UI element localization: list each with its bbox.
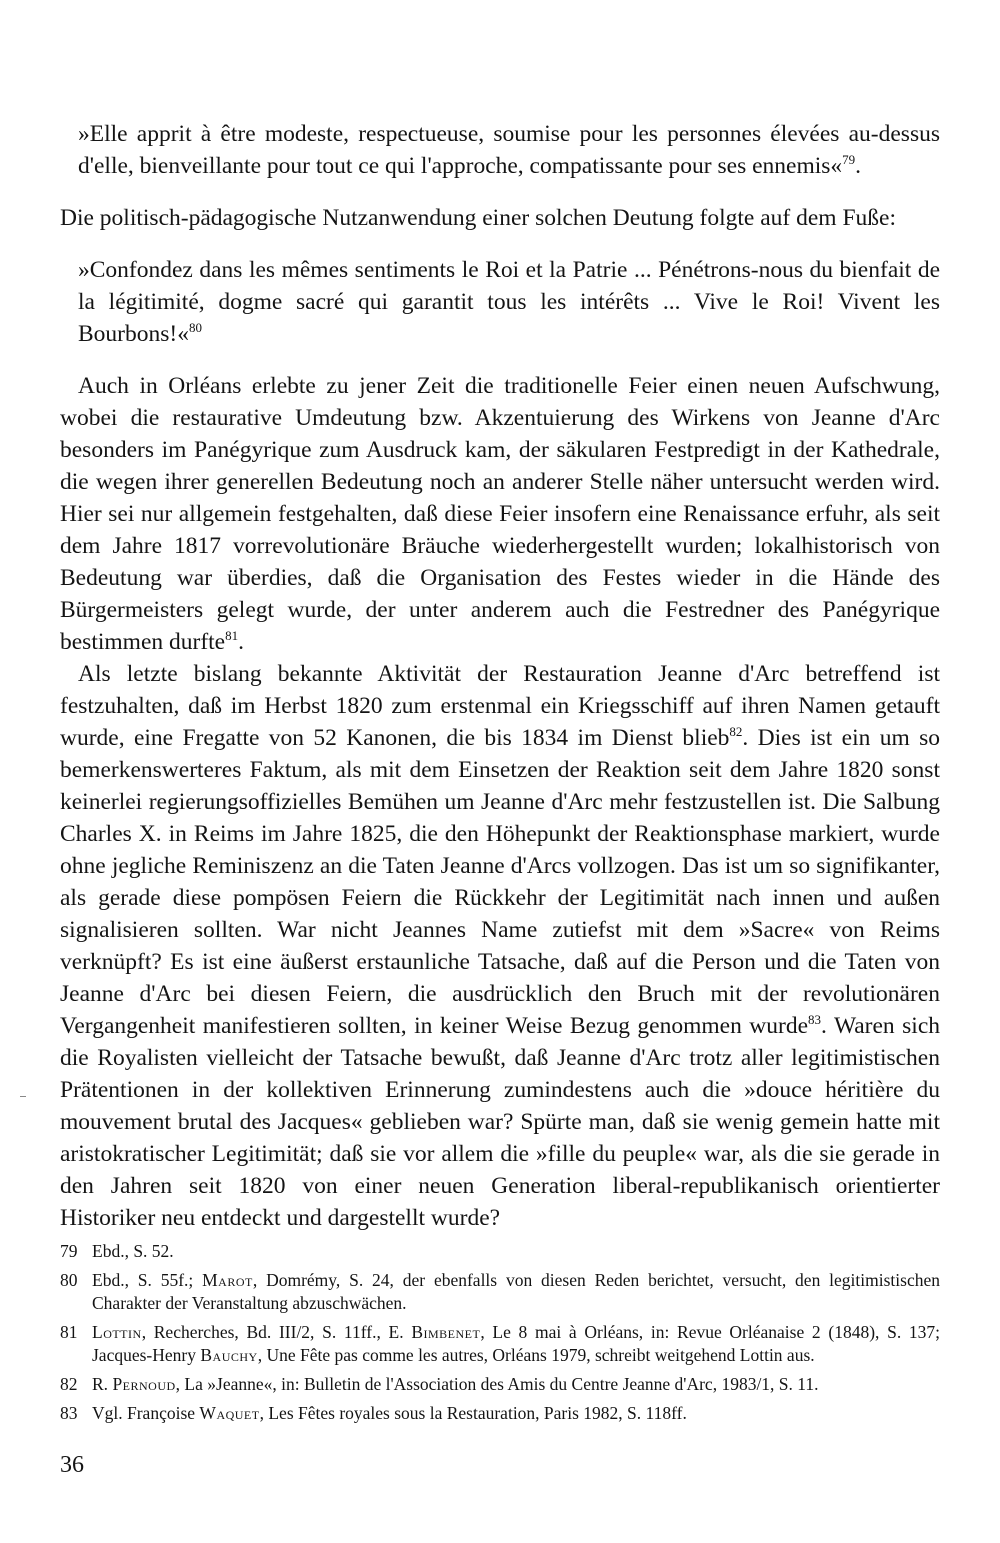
footnote-number: 81: [60, 1322, 78, 1342]
footnote-text-part: R.: [92, 1374, 113, 1394]
footnotes: [60, 1240, 940, 1431]
author-name: Lottin: [92, 1322, 142, 1342]
paragraph-end: .: [238, 629, 244, 655]
body-paragraph: [60, 658, 940, 1234]
footnote-ref[interactable]: 83: [808, 1012, 822, 1028]
footnote-ref[interactable]: 79: [842, 152, 856, 168]
body-paragraph: [60, 370, 940, 658]
footnote-text: [92, 1269, 940, 1315]
footnote-ref[interactable]: 80: [188, 320, 202, 336]
footnote-text-part: , Les Fêtes royales sous la Restauration, Paris 1982, S. 118ff.: [259, 1403, 687, 1423]
quote-end: .: [855, 153, 862, 179]
paragraph-text: Als letzte bislang bekannte Aktivität der Restauration Jeanne d'Arc betreffend ist festzuhalten, daß im Herbst 1820 zum erstenmal ein Kriegsschiff auf ihren Namen getauft wurde, eine Fregatte von 52 Kanonen, die bis 1834 im Dienst blieb: [60, 661, 940, 751]
author-name: Bimbenet: [411, 1322, 481, 1342]
footnote-text-part: , La »Jeanne«, in: Bulletin de l'Association des Amis du Centre Jeanne d'Arc, 1983/1, S. 11.: [175, 1374, 819, 1394]
quote-text: »Confondez dans les mêmes sentiments le Roi et la Patrie ... Pénétrons-nous du bienfait de la légitimité, dogme sacré qui garantit tous les intérêts ... Vive le Roi! Vivent les Bourbons!«: [78, 257, 940, 347]
footnote-text-part: , Une Fête pas comme les autres, Orléans 1979, schreibt weitgehend Lottin aus.: [257, 1345, 815, 1365]
footnote: [60, 1321, 940, 1367]
block-quote-1: [60, 118, 940, 182]
footnote-text-part: , Le 8 mai à Orléans, in: Revue Orléanaise 2 (1848), S. 137; Jacques-Henry: [92, 1322, 941, 1365]
footnote: [60, 1373, 940, 1396]
footnote: [60, 1269, 940, 1315]
footnote-text-part: Vgl. Françoise: [92, 1403, 200, 1423]
footnote-text-part: Ebd., S. 55f.;: [92, 1270, 203, 1290]
footnote-text: [92, 1321, 940, 1367]
footnote-text-part: , Recherches, Bd. III/2, S. 11ff., E.: [141, 1322, 412, 1342]
footnote-ref[interactable]: 82: [729, 724, 743, 740]
author-name: Waquet: [199, 1403, 260, 1423]
margin-mark: [20, 1096, 26, 1097]
paragraph-text: Auch in Orléans erlebte zu jener Zeit die traditionelle Feier einen neuen Aufschwung, wobei die restaurative Umdeutung bzw. Akzentuierung des Wirkens von Jeanne d'Arc besonders im Panégyrique zum Ausdruck kam, der säkularen Festpredigt in der Kathedrale, die wegen ihrer generellen Bedeutung noch an anderer Stelle näher untersucht werden wird. Hier sei nur allgemein festgehalten, daß diese Feier insofern eine Renaissance erfuhr, als seit dem Jahre 1817 vorrevolutionäre Bräuche wiederhergestellt wurden; lokalhistorisch von Bedeutung war überdies, daß die Organisation des Festes wieder in die Hände des Bürgermeisters gelegt wurde, der unter anderem auch die Festredner des Panégyrique bestimmen durfte: [60, 373, 940, 655]
footnote-text: [92, 1373, 940, 1396]
footnote-text: [92, 1240, 940, 1263]
footnote: [60, 1402, 940, 1425]
footnote-number: 83: [60, 1403, 78, 1423]
quote-text: »Elle apprit à être modeste, respectueuse, soumise pour les personnes élevées au-dessus d'elle, bienveillante pour tout ce qui l'approche, compatissante pour ses ennemis«: [78, 121, 940, 179]
paragraph-text: . Waren sich die Royalisten vielleicht der Tatsache bewußt, daß Jeanne d'Arc trotz aller legitimistischen Prätentionen in der kollektiven Erinnerung zumindestens auch die »douce héritière du mouvement brutal des Jacques« geblieben war? Spürte man, daß sie wenig gemein hatte mit aristokratischer Legitimität; daß sie vor allem die »fille du peuple« war, als die sie gerade in den Jahren seit 1820 von einer neuen Generation liberal-republikanisch orientierter Historiker neu entdeckt und dargestellt wurde?: [60, 1013, 940, 1231]
page-number: 36: [60, 1452, 84, 1478]
footnote-text-part: , Domrémy, S. 24, der ebenfalls von diesen Reden berichtet, versucht, den legitimistischen Charakter der Veranstaltung abzuschwächen.: [92, 1270, 940, 1313]
footnote-ref[interactable]: 81: [225, 628, 239, 644]
author-name: Bauchy: [200, 1345, 258, 1365]
footnote-number: 80: [60, 1270, 78, 1290]
main-text: [60, 118, 940, 1234]
paragraph-text: . Dies ist ein um so bemerkenswerteres Faktum, als mit dem Einsetzen der Reaktion seit dem Jahre 1820 sonst keinerlei regierungsoffizielles Bemühen um Jeanne d'Arc mehr festzustellen ist. Die Salbung Charles X. in Reims im Jahre 1825, die den Höhepunkt der Reaktionsphase markiert, wurde ohne jegliche Reminiszenz an die Taten Jeanne d'Arcs vollzogen. Das ist um so signifikanter, als gerade diese pompösen Feiern die Rückkehr der Legitimität nach innen und außen signalisieren sollten. War nicht Jeannes Name zutiefst mit dem »Sacre« von Reims verknüpft? Es ist eine äußerst erstaunliche Tatsache, daß auf die Person und die Taten von Jeanne d'Arc bei diesen Feiern, die ausdrücklich den Bruch mit der revolutionären Vergangenheit manifestieren sollten, in keiner Weise Bezug genommen wurde: [60, 725, 940, 1039]
author-name: Pernoud: [112, 1374, 176, 1394]
block-quote-2: [60, 254, 940, 350]
intro-paragraph: Die politisch-pädagogische Nutzanwendung einer solchen Deutung folgte auf dem Fuße:: [60, 205, 896, 231]
footnote-number: 79: [60, 1241, 78, 1261]
footnote-text: [92, 1402, 940, 1425]
author-name: Marot: [202, 1270, 253, 1290]
footnote: [60, 1240, 940, 1263]
footnote-text-part: Ebd., S. 52.: [92, 1241, 174, 1261]
footnote-number: 82: [60, 1374, 78, 1394]
